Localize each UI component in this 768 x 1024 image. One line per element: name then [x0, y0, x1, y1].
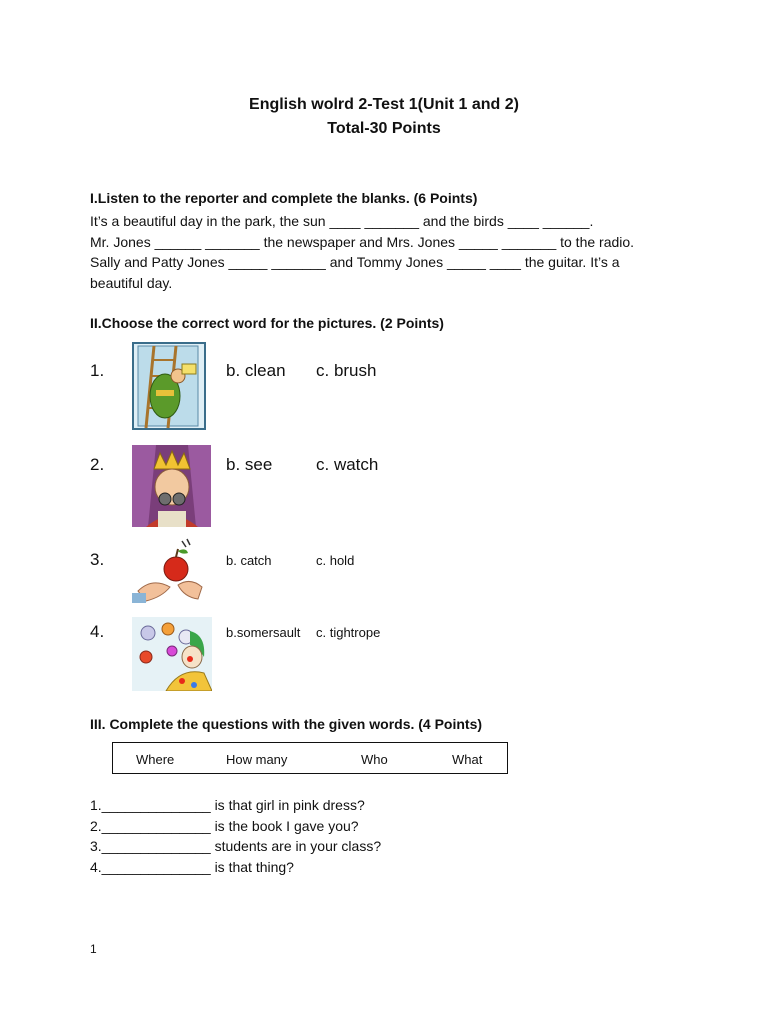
picture-clown-juggling — [132, 617, 212, 691]
question-1: 1.______________ is that girl in pink dress? — [90, 797, 365, 813]
section-1-paragraph — [90, 211, 690, 293]
item-2-number: 2. — [90, 455, 105, 474]
page-subtitle: Total-30 Points — [327, 120, 441, 137]
item-3-option-b: b. catch — [226, 553, 272, 568]
paragraph-line: It’s a beautiful day in the park, the sun ____ _______ and the birds ____ ______. — [90, 213, 594, 229]
section-3-title: III. Complete the questions with the given words. (4 Points) — [90, 716, 483, 732]
item-1-option-b: b. clean — [226, 361, 286, 380]
item-2-option-b: b. see — [226, 455, 273, 474]
picture-window-cleaner — [132, 342, 206, 430]
question-3: 3.______________ students are in your class? — [90, 838, 382, 854]
item-1-number: 1. — [90, 361, 105, 380]
word-bank-word: What — [452, 752, 483, 767]
picture-catch-apple — [132, 535, 208, 611]
word-bank-word: How many — [226, 752, 288, 767]
question-4: 4.______________ is that thing? — [90, 859, 294, 875]
picture-king-binoculars — [132, 445, 211, 527]
page-number: 1 — [90, 942, 97, 956]
item-4-number: 4. — [90, 622, 105, 641]
item-2-option-c: c. watch — [316, 455, 379, 474]
paragraph-line: beautiful day. — [90, 274, 173, 291]
item-1-option-c: c. brush — [316, 361, 377, 380]
question-2: 2.______________ is the book I gave you? — [90, 818, 359, 834]
item-3-option-c: c. hold — [316, 553, 355, 568]
paragraph-line: Sally and Patty Jones _____ _______ and Tommy Jones _____ ____ the guitar. It’s a — [90, 254, 620, 270]
section-1-title: I.Listen to the reporter and complete the blanks. (6 Points) — [90, 190, 478, 206]
section-2-title: II.Choose the correct word for the pictures. (2 Points) — [90, 315, 444, 331]
item-3-number: 3. — [90, 550, 105, 569]
item-4-option-b: b.somersault — [226, 625, 301, 640]
word-bank-word: Who — [361, 752, 388, 767]
paragraph-line: Mr. Jones ______ _______ the newspaper and Mrs. Jones _____ _______ to the radio. — [90, 233, 635, 250]
word-bank-box — [112, 742, 508, 774]
item-4-option-c: c. tightrope — [316, 625, 381, 640]
page-title: English wolrd 2-Test 1(Unit 1 and 2) — [249, 96, 519, 113]
word-bank-word: Where — [136, 752, 175, 767]
